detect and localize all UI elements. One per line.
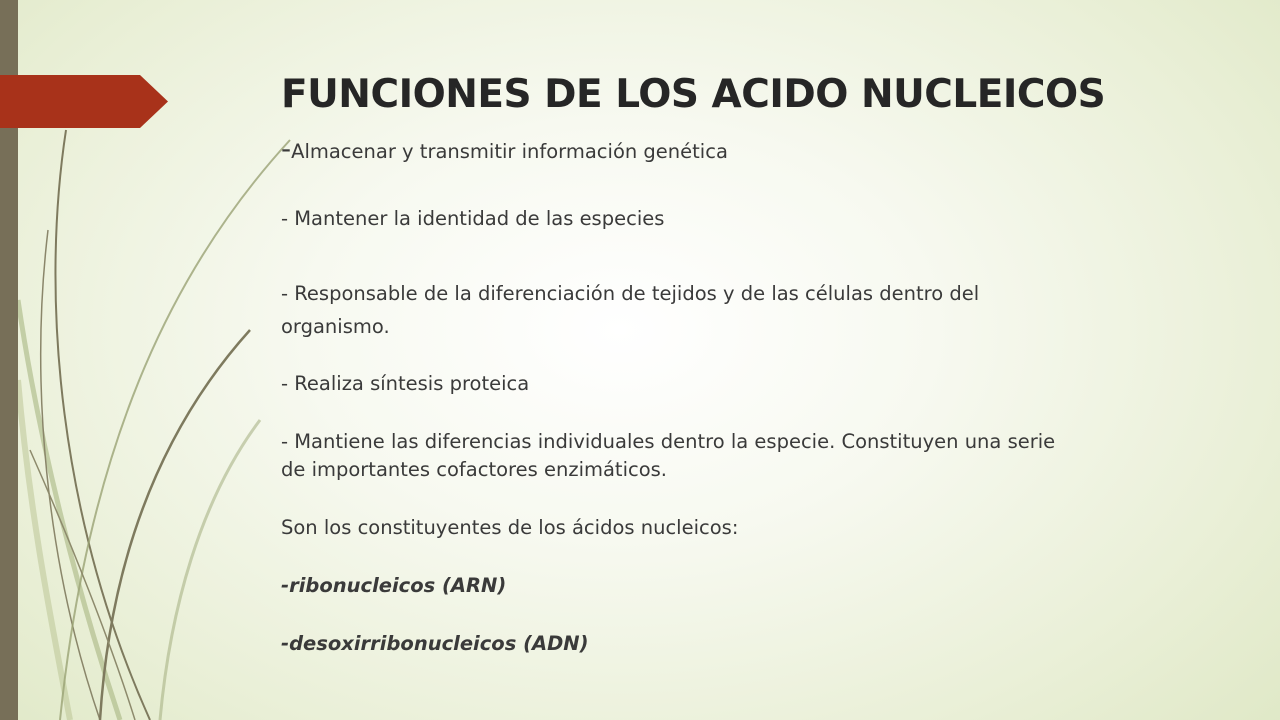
bullet-sintesis: - Realiza síntesis proteica [281, 372, 530, 395]
bullet-mantiene: - Mantiene las diferencias individuales dentro la especie. Constituyen una serie [281, 430, 1056, 453]
item-dash: - [281, 632, 290, 655]
item-text: ribonucleicos (ARN) [289, 574, 507, 597]
slide-title: FUNCIONES DE LOS ACIDO NUCLEICOS [281, 72, 1106, 117]
item-arn [281, 572, 506, 600]
bullet-almacenar [281, 132, 728, 166]
bullet-responsable: - Responsable de la diferenciación de tejidos y de las células dentro del [281, 282, 980, 305]
bullet-text: Almacenar y transmitir información genética [291, 140, 728, 163]
item-adn [281, 630, 589, 658]
bullet-responsable-cont: organismo. [281, 315, 390, 338]
bullet-mantiene-cont: de importantes cofactores enzimáticos. [281, 458, 668, 481]
bullet-dash: - [281, 132, 292, 165]
item-dash: - [281, 574, 290, 597]
constituyentes-intro: Son los constituyentes de los ácidos nucleicos: [281, 516, 739, 539]
title-accent-arrow [0, 75, 168, 128]
bullet-mantener: - Mantener la identidad de las especies [281, 207, 665, 230]
item-text: desoxirribonucleicos (ADN) [289, 632, 589, 655]
